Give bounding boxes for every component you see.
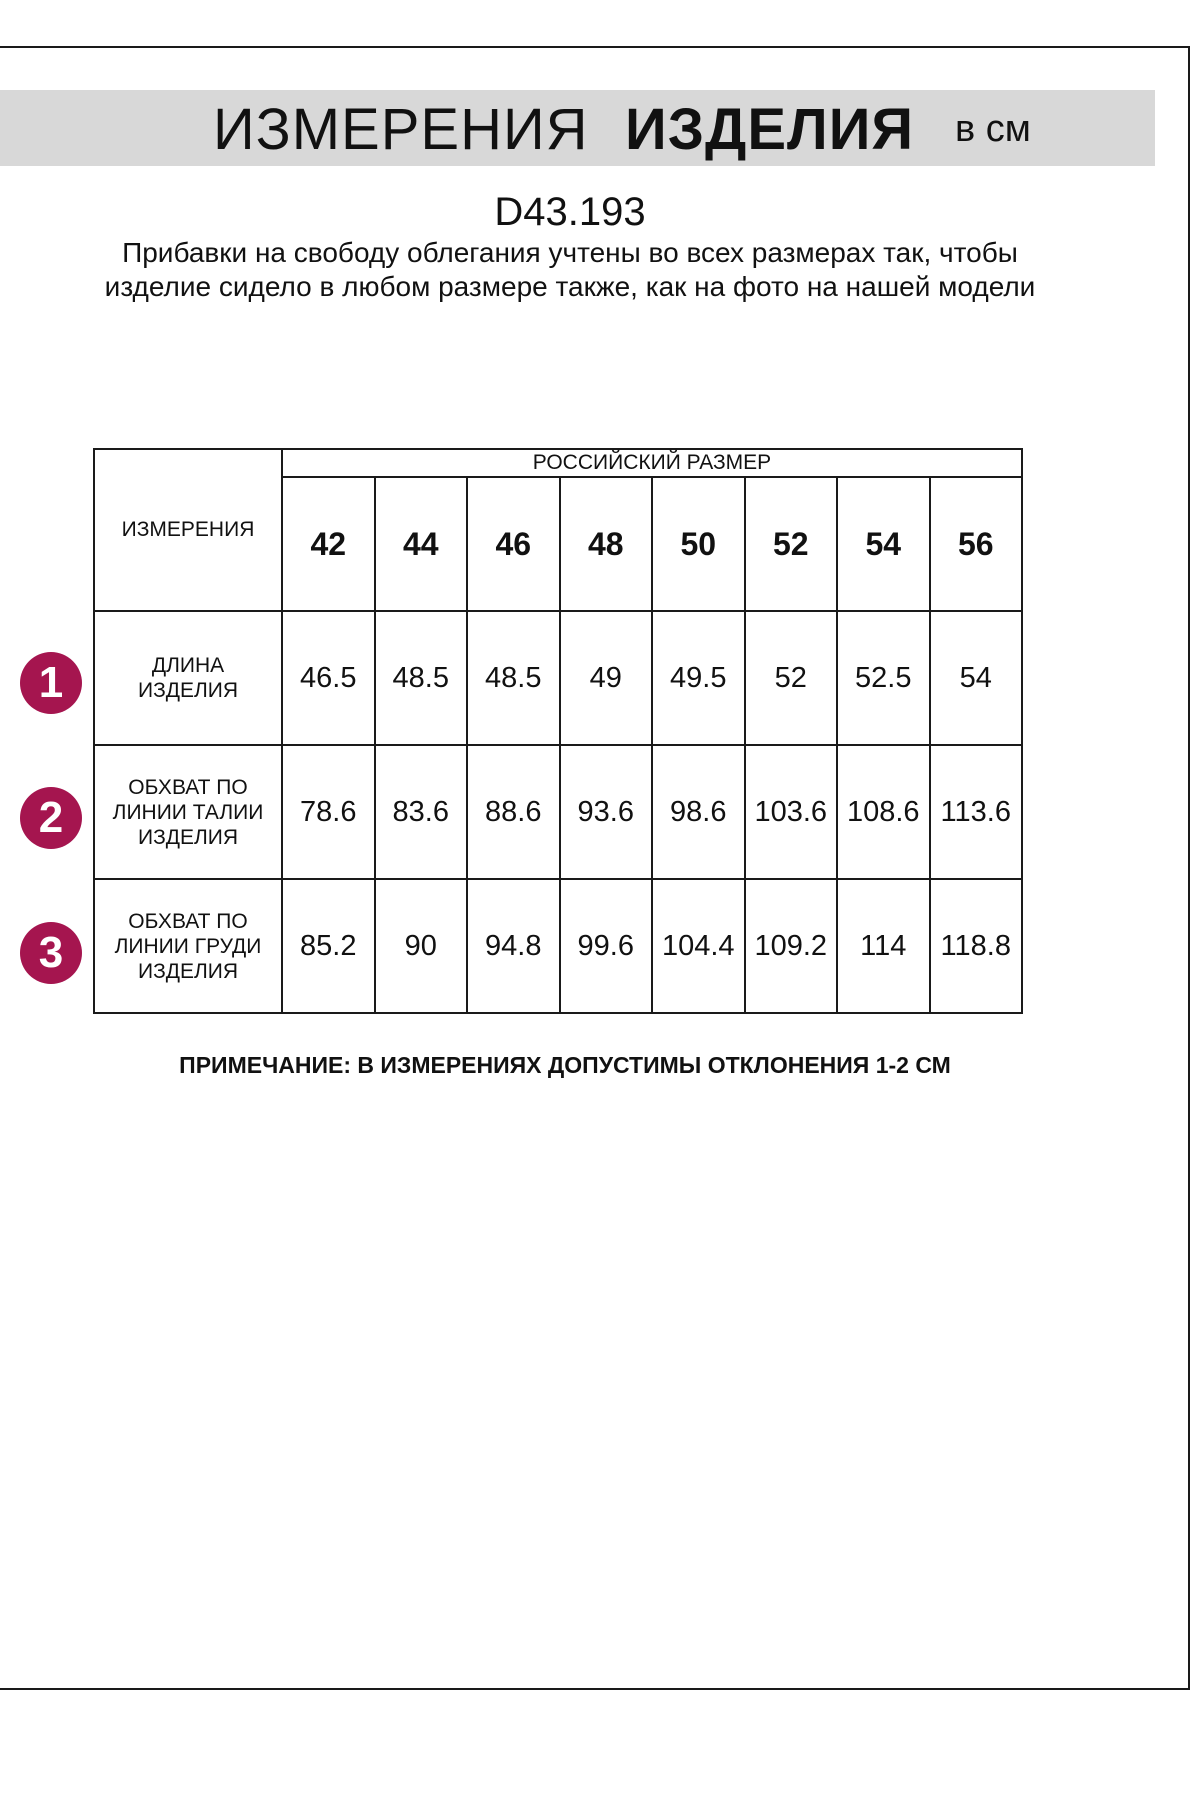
table-cell: 104.4 xyxy=(652,879,745,1013)
table-cell: 108.6 xyxy=(837,745,930,879)
table-cell: 113.6 xyxy=(930,745,1023,879)
table-cell: 114 xyxy=(837,879,930,1013)
table-cell: 48.5 xyxy=(467,611,560,745)
page-title-bold: ИЗДЕЛИЯ xyxy=(625,97,915,162)
table-cell: 46.5 xyxy=(282,611,375,745)
row-label-chest: ОБХВАТ ПО ЛИНИИ ГРУДИ ИЗДЕЛИЯ xyxy=(94,879,282,1013)
number-badge-1: 1 xyxy=(20,652,82,714)
table-cell: 94.8 xyxy=(467,879,560,1013)
table-cell: 49.5 xyxy=(652,611,745,745)
table-cell: 88.6 xyxy=(467,745,560,879)
title-unit: в см xyxy=(955,108,1031,150)
deviation-footnote: ПРИМЕЧАНИЕ: В ИЗМЕРЕНИЯХ ДОПУСТИМЫ ОТКЛОНЕНИЯ 1-2 СМ xyxy=(179,1052,951,1078)
table-row xyxy=(94,611,1022,745)
table-cell: 52.5 xyxy=(837,611,930,745)
size-header: 46 xyxy=(467,477,560,611)
table-cell: 54 xyxy=(930,611,1023,745)
table-cell: 49 xyxy=(560,611,653,745)
table-cell: 78.6 xyxy=(282,745,375,879)
table-cell: 52 xyxy=(745,611,838,745)
table-row xyxy=(94,879,1022,1013)
table-row xyxy=(94,745,1022,879)
table-cell: 99.6 xyxy=(560,879,653,1013)
table-cell: 118.8 xyxy=(930,879,1023,1013)
size-header: 56 xyxy=(930,477,1023,611)
number-badge-2: 2 xyxy=(20,787,82,849)
table-cell: 98.6 xyxy=(652,745,745,879)
size-header: 50 xyxy=(652,477,745,611)
table-cell: 85.2 xyxy=(282,879,375,1013)
size-table xyxy=(93,448,1023,1014)
page-title-light: ИЗМЕРЕНИЯ xyxy=(213,97,589,162)
size-header: 42 xyxy=(282,477,375,611)
size-header: 54 xyxy=(837,477,930,611)
measurements-header: ИЗМЕРЕНИЯ xyxy=(94,449,282,611)
table-cell: 83.6 xyxy=(375,745,468,879)
table-cell: 109.2 xyxy=(745,879,838,1013)
russian-size-header: РОССИЙСКИЙ РАЗМЕР xyxy=(282,449,1022,477)
row-label-length: ДЛИНА ИЗДЕЛИЯ xyxy=(94,611,282,745)
size-header: 52 xyxy=(745,477,838,611)
size-header: 48 xyxy=(560,477,653,611)
table-cell: 48.5 xyxy=(375,611,468,745)
table-header-row xyxy=(94,449,1022,477)
table-cell: 90 xyxy=(375,879,468,1013)
table-cell: 103.6 xyxy=(745,745,838,879)
row-label-waist: ОБХВАТ ПО ЛИНИИ ТАЛИИ ИЗДЕЛИЯ xyxy=(94,745,282,879)
fit-note: Прибавки на свободу облегания учтены во всех размерах так, чтобы изделие сидело в любом размере также, как на фото на нашей модели xyxy=(104,237,1036,302)
number-badge-3: 3 xyxy=(20,922,82,984)
table-cell: 93.6 xyxy=(560,745,653,879)
product-code: D43.193 xyxy=(494,190,646,234)
size-header: 44 xyxy=(375,477,468,611)
